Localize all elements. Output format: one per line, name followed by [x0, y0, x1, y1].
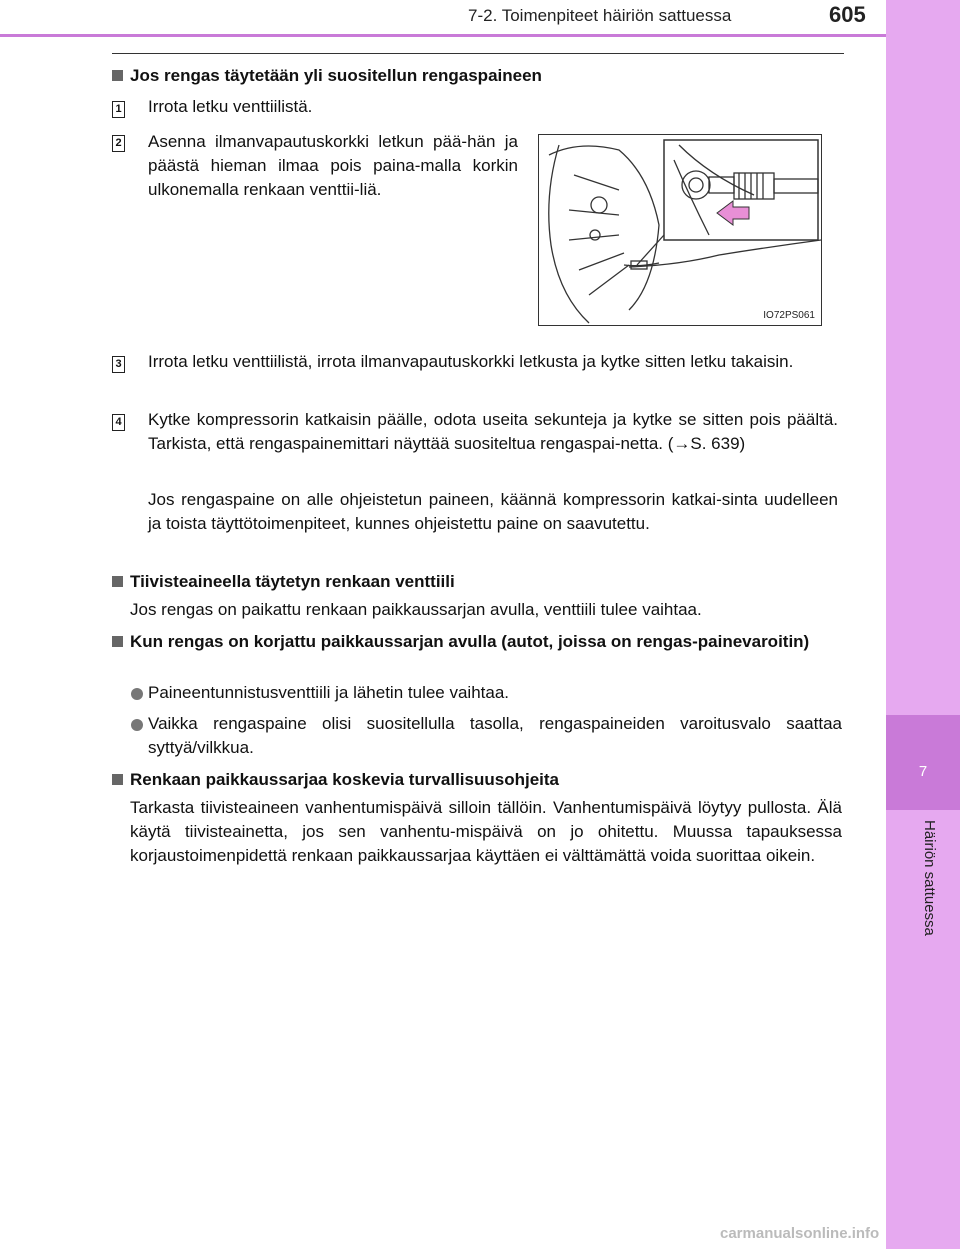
chapter-title: Häiriön sattuessa	[921, 820, 938, 936]
bullet-2: Vaikka rengaspaine olisi suositellulla tasolla, rengaspaineiden varoitusvalo saattaa syttyä/vilkkua.	[148, 714, 842, 757]
section-title: 7-2. Toimenpiteet häiriön sattuessa	[468, 6, 732, 25]
square-bullet-icon	[112, 576, 123, 587]
heading-text: Kun rengas on korjattu paikkaussarjan avulla (autot, joissa on rengas-painevaroitin)	[130, 632, 810, 651]
round-bullet-icon	[131, 688, 143, 700]
bullet-1: Paineentunnistusventtiili ja lähetin tulee vaihtaa.	[148, 683, 510, 702]
sealant-valve-body: Jos rengas on paikattu renkaan paikkaussarjan avulla, venttiili tulee vaihtaa.	[130, 600, 702, 619]
heading-safety	[112, 768, 842, 792]
heading-text: Tiivisteaineella täytetyn renkaan venttiili	[130, 572, 455, 591]
square-bullet-icon	[112, 70, 123, 81]
chapter-side-tab	[886, 0, 960, 1249]
square-bullet-icon	[112, 636, 123, 647]
watermark: carmanualsonline.info	[720, 1225, 880, 1242]
heading-sealant-valve	[112, 570, 842, 594]
heading-text: Renkaan paikkaussarjaa koskevia turvallisuusohjeita	[130, 770, 559, 789]
safety-body: Tarkasta tiivisteaineen vanhentumispäivä silloin tällöin. Vanhentumispäivä löytyy pullosta. Älä käytä tiivisteainetta, jos sen vanhentu-mispäivä on jo ohitettu. Muussa tapauksessa korjaustoimenpidettä renkaan paikkaussarjaa käyttäen ei välttämättä voida suorittaa oikein.	[130, 798, 842, 865]
header-rule	[0, 34, 886, 37]
heading-tpms-repair	[112, 630, 842, 654]
wheel-valve-drawing	[539, 135, 821, 325]
page-header	[0, 0, 886, 40]
chapter-number: 7	[918, 763, 928, 780]
page-number: 605	[829, 2, 866, 27]
chapter-number-box	[886, 715, 960, 810]
square-bullet-icon	[112, 774, 123, 785]
round-bullet-icon	[131, 719, 143, 731]
step-4-text: Kytke kompressorin katkaisin päälle, odota useita sekunteja ja kytke se sitten pois päältä. Tarkista, että rengaspainemittari näyttää suositeltua rengaspai-netta. (→S. 639)	[148, 410, 838, 453]
step-number-2: 2	[112, 135, 125, 152]
heading-overinflation	[112, 64, 842, 88]
step-3-text: Irrota letku venttiilistä, irrota ilmanvapautuskorkki letkusta ja kytke sitten letku takaisin.	[148, 352, 794, 371]
step-1-text: Irrota letku venttiilistä.	[148, 97, 313, 116]
content-top-rule	[112, 53, 844, 54]
valve-illustration	[538, 134, 822, 326]
step-2-text: Asenna ilmanvapautuskorkki letkun pää-hän ja päästä hieman ilmaa pois paina-malla korkin ulkonemalla renkaan venttii-liä.	[148, 132, 518, 199]
heading-text: Jos rengas täytetään yli suositellun rengaspaineen	[130, 66, 542, 85]
step-number-3: 3	[112, 356, 125, 373]
step-4-note: Jos rengaspaine on alle ohjeistetun paineen, käännä kompressorin katkai-sinta uudelleen ja toista täyttötoimenpiteet, kunnes ohjeistettu paine on saavutettu.	[148, 490, 838, 533]
step-number-4: 4	[112, 414, 125, 431]
figure-code: IO72PS061	[763, 310, 815, 321]
step-number-1: 1	[112, 101, 125, 118]
